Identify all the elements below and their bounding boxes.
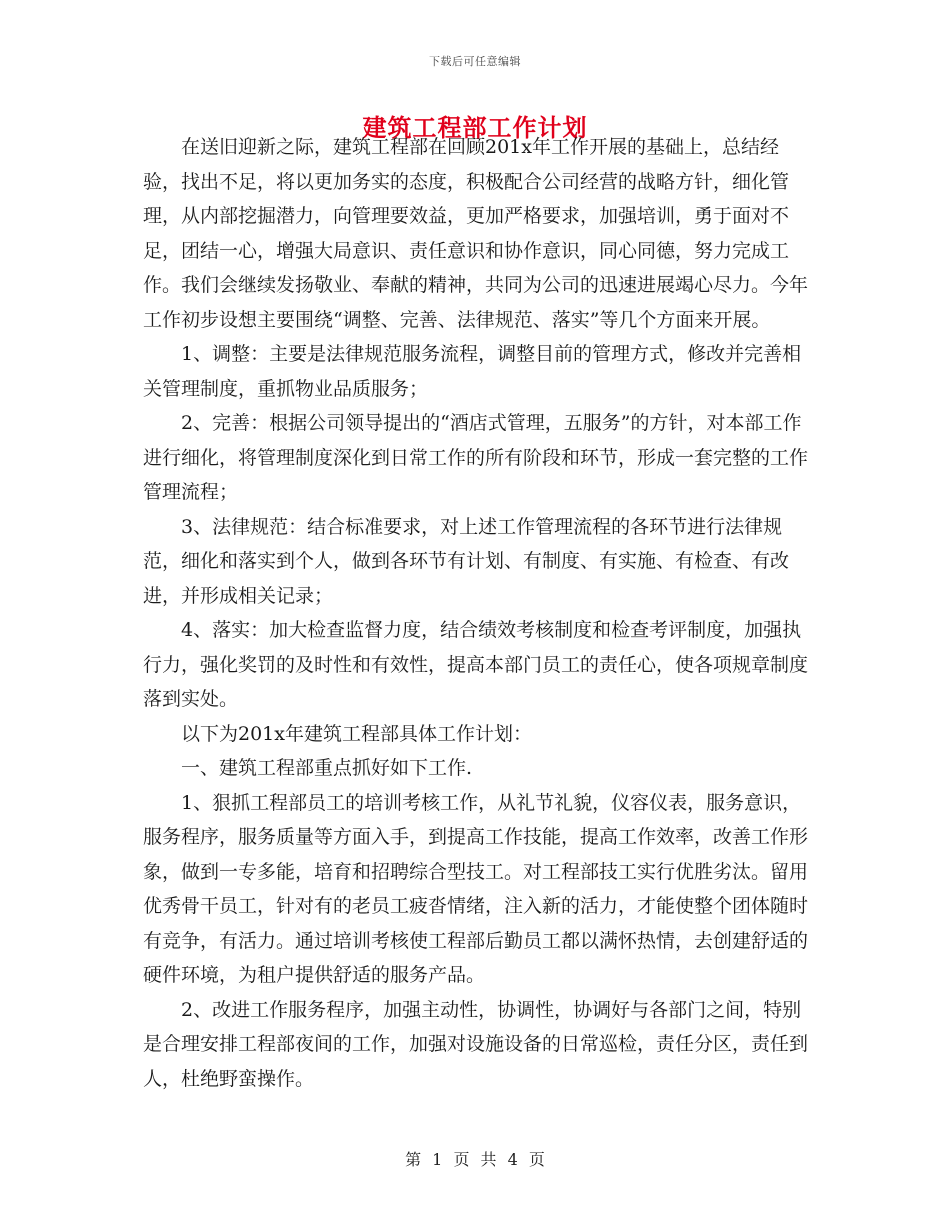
paragraph-adjust: 1、调整：主要是法律规范服务流程，调整目前的管理方式，修改并完善相关管理制度，重抓物业品质服务； [143,343,802,400]
paragraph-implement: 4、落实：加大检查监督力度，结合绩效考核制度和检查考评制度，加强执行力，强化奖罚的及时性和有效性，提高本部门员工的责任心，使各项规章制度落到实处。 [143,619,809,710]
section-heading-1: 一、建筑工程部重点抓好如下工作. [181,757,473,779]
paragraph-standardize: 3、法律规范：结合标准要求，对上述工作管理流程的各环节进行法律规范，细化和落实到个人，做到各环节有计划、有制度、有实施、有检查、有改进，并形成相关记录； [143,515,790,607]
page-number: 第 1 页 共 4 页 [405,1150,545,1169]
paragraph-intro: 在送旧迎新之际，建筑工程部在回顾201x年工作开展的基础上，总结经验，找出不足，将以更加务实的态度，积极配合公司经营的战略方针，细化管理，从内部挖掘潜力，向管理要效益，更加严格要求，加强培训，勇于面对不足，团结一心，增强大局意识、责任意识和协作意识，同心同德，努力完成工作。我们会继续发扬敬业、奉献的精神，共同为公司的迅速进展竭心尽力。今年工作初步设想主要围绕“调整、完善、法律规范、落实”等几个方面来开展。 [143,136,809,331]
paragraph-plan-intro: 以下为201x年建筑工程部具体工作计划： [181,722,532,745]
paragraph-improve: 2、完善：根据公司领导提出的“酒店式管理，五服务”的方针，对本部工作进行细化，将管理制度深化到日常工作的所有阶段和环节，形成一套完整的工作管理流程； [143,412,809,503]
paragraph-training: 1、狠抓工程部员工的培训考核工作，从礼节礼貌，仪容仪表，服务意识，服务程序，服务质量等方面入手，到提高工作技能，提高工作效率，改善工作形象，做到一专多能，培育和招聘综合型技工。对工程部技工实行优胜劣汰。留用优秀骨干员工，针对有的老员工疲沓情绪，注入新的活力，才能使整个团体随时有竞争，有活力。通过培训考核使工程部后勤员工都以满怀热情，去创建舒适的硬件环境，为租户提供舒适的服务产品。 [143,791,809,986]
document-title: 建筑工程部工作计划 [362,113,588,142]
paragraph-service-process: 2、改进工作服务程序，加强主动性，协调性，协调好与各部门之间，特别是合理安排工程部夜间的工作，加强对设施设备的日常巡检，责任分区，责任到人，杜绝野蛮操作。 [143,998,809,1090]
document-body [143,130,813,1096]
header-note: 下载后可任意编辑 [429,55,521,68]
